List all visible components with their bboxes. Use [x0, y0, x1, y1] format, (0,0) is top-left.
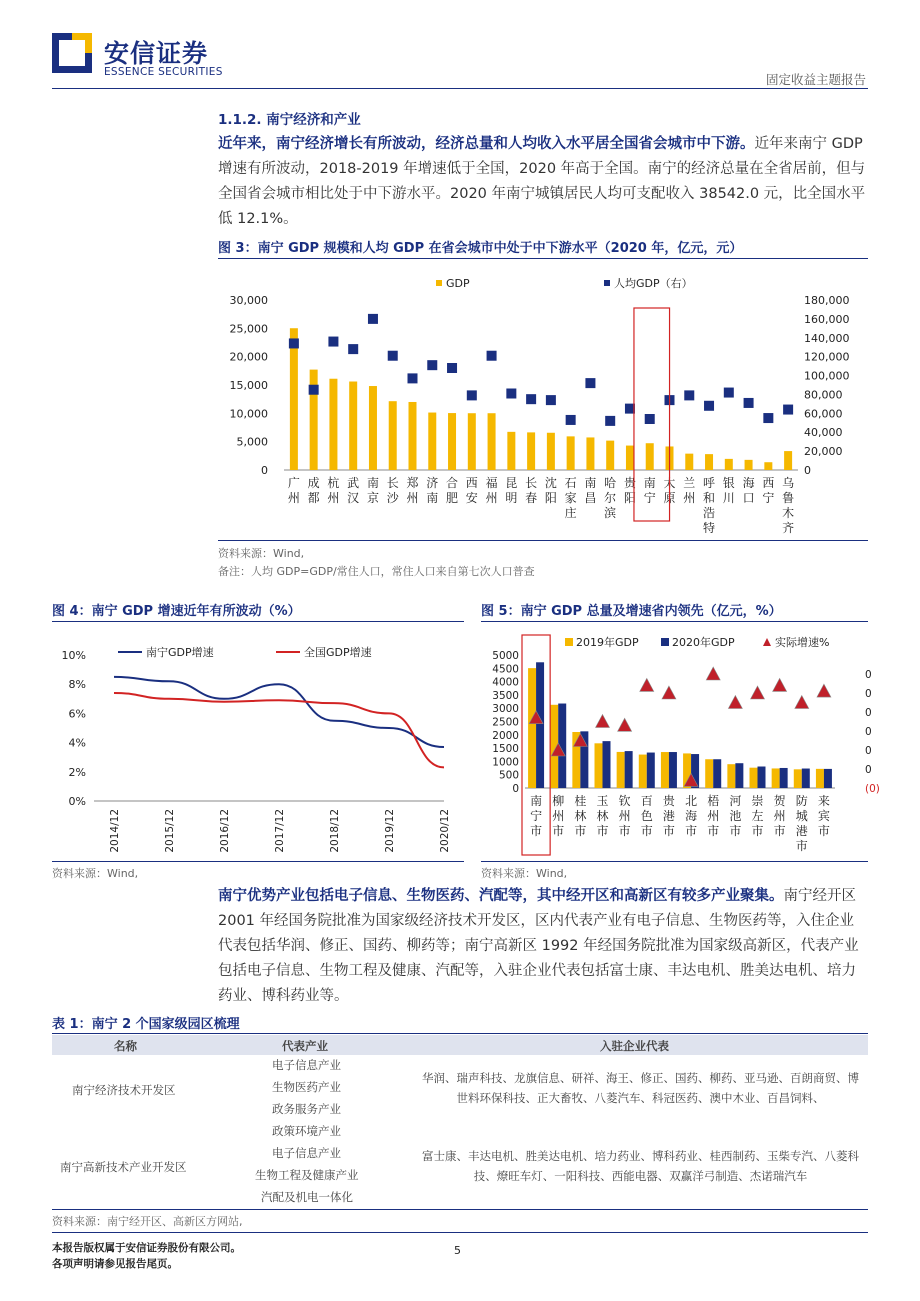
y-tick-left: 5,000 — [236, 435, 268, 449]
table-row-industry: 电子信息产业 — [272, 1058, 341, 1072]
point-percap — [605, 416, 615, 426]
table1-header-companies: 入驻企业代表 — [600, 1039, 669, 1053]
x-tick-label: 桂 — [574, 794, 587, 808]
x-tick-label: 州 — [683, 491, 696, 505]
y-tick: 4% — [68, 736, 86, 750]
table1-header-industry: 代表产业 — [282, 1039, 328, 1053]
x-tick-label: 武 — [347, 476, 360, 490]
y-tick: 10% — [61, 649, 86, 662]
footer-disclaimer: 各项声明请参见报告尾页。 — [52, 1258, 178, 1270]
bar-2020 — [758, 767, 766, 788]
bar-2019 — [639, 755, 647, 788]
point-percap — [645, 414, 655, 424]
table-row-companies: 富士康、丰达电机、胜美达电机、培力药业、博科药业、桂西制药、玉柴专汽、八菱科技、燎旺车灯、一阳科技、西能电器、双赢洋弓制造、杰诺瑞汽车 — [422, 1149, 859, 1183]
x-tick-label: 南 — [643, 476, 656, 490]
legend-growth-marker — [763, 638, 771, 646]
x-tick-label: 庄 — [564, 506, 577, 520]
x-tick-label: 市 — [552, 824, 565, 838]
x-tick-label: 哈 — [604, 476, 617, 490]
bar-2019 — [794, 769, 802, 788]
x-tick-label: 成 — [307, 476, 320, 490]
x-tick-label: 宁 — [530, 809, 543, 823]
y-tick-left: 2000 — [492, 729, 519, 742]
fig4-source: 资料来源：Wind, — [52, 867, 139, 880]
x-tick-label: 钦 — [618, 794, 631, 808]
x-tick-label: 呼 — [703, 476, 716, 490]
y-tick-left: 30,000 — [229, 294, 268, 307]
table-row-industry: 汽配及机电一体化 — [261, 1190, 353, 1204]
x-tick-label: 贵 — [623, 476, 636, 490]
x-tick-label: 防 — [795, 794, 808, 808]
point-percap — [388, 351, 398, 361]
x-tick-label: 柳 — [552, 794, 565, 808]
x-tick-label: 市 — [640, 824, 653, 838]
y-tick-right: 160,000 — [804, 312, 850, 326]
brand-name-cn: 安信证券 — [104, 39, 209, 68]
x-tick-label: 阳 — [544, 491, 557, 505]
bar-gdp — [646, 443, 654, 470]
y-tick: 8% — [68, 678, 86, 692]
bar-2020 — [647, 753, 655, 788]
point-percap — [684, 390, 694, 400]
point-percap — [408, 373, 418, 383]
bar-2019 — [772, 768, 780, 788]
x-tick-label: 州 — [327, 491, 340, 505]
bar-gdp — [290, 328, 298, 470]
y-tick-right: 0 — [865, 764, 872, 776]
fig5-top-rule — [481, 621, 868, 622]
y-tick-right: 0 — [865, 688, 872, 700]
x-tick-label: 鲁 — [782, 491, 795, 505]
table-row-industry: 生物工程及健康产业 — [255, 1168, 359, 1182]
bar-gdp — [369, 386, 377, 470]
x-tick-label: 齐 — [782, 521, 795, 535]
fig3-top-rule — [218, 258, 868, 259]
bar-gdp — [547, 433, 555, 470]
x-tick-label: 京 — [366, 491, 379, 505]
y-tick: 0% — [68, 795, 86, 808]
y-tick-left: 3500 — [492, 689, 519, 702]
point-percap — [763, 413, 773, 423]
bar-2020 — [536, 662, 544, 788]
x-tick-label: 太 — [663, 476, 676, 490]
table1-header-name: 名称 — [114, 1039, 137, 1053]
y-tick-left: 5000 — [492, 650, 519, 662]
bar-gdp — [725, 459, 733, 470]
y-tick-right: 140,000 — [804, 331, 850, 345]
x-tick-label: 西 — [465, 476, 478, 490]
x-tick-label: 州 — [287, 491, 300, 505]
legend-nanning-label: 南宁GDP增速 — [146, 646, 214, 659]
legend-2019-label: 2019年GDP — [576, 636, 639, 649]
report-type: 固定收益主题报告 — [765, 72, 866, 87]
x-tick-label: 市 — [751, 824, 764, 838]
x-tick-label: 口 — [742, 491, 755, 505]
x-tick-label: 银 — [722, 476, 735, 490]
x-tick-label: 宾 — [817, 809, 830, 823]
y-tick-right: 180,000 — [804, 294, 850, 307]
bar-gdp — [586, 437, 594, 470]
x-tick-label: 海 — [685, 809, 698, 823]
fig3-chart — [218, 262, 868, 537]
x-tick-label: 浩 — [703, 506, 716, 520]
bar-2019 — [661, 752, 669, 788]
x-tick-label: 州 — [552, 809, 565, 823]
x-tick-label: 市 — [817, 824, 830, 838]
bar-2020 — [735, 763, 743, 788]
y-tick-right: 0 — [804, 464, 811, 477]
point-percap — [447, 363, 457, 373]
x-tick-label: 乌 — [782, 476, 795, 490]
x-tick-label: 昌 — [584, 491, 597, 505]
bar-gdp — [507, 432, 515, 470]
bar-gdp — [428, 413, 436, 470]
legend-2020-swatch — [661, 638, 669, 646]
x-tick-label: 州 — [406, 491, 419, 505]
table-row-industry: 政务服务产业 — [272, 1102, 341, 1116]
bar-gdp — [310, 370, 318, 470]
y-tick-right: 20,000 — [804, 445, 843, 459]
bar-gdp — [349, 382, 357, 470]
y-tick-left: 1000 — [492, 756, 519, 769]
legend-gdp-label: GDP — [446, 277, 470, 290]
x-tick-label: 川 — [722, 491, 735, 505]
bar-gdp — [705, 454, 713, 470]
bar-2019 — [617, 752, 625, 788]
table-row-name: 南宁高新技术产业开发区 — [60, 1160, 187, 1174]
bar-gdp — [409, 402, 417, 470]
table-row-industry: 政策环境产业 — [272, 1124, 341, 1138]
y-tick-left: 500 — [498, 769, 519, 782]
x-tick-label: 郑 — [406, 476, 419, 490]
bar-gdp — [626, 446, 634, 470]
bar-gdp — [468, 413, 476, 470]
y-tick: 2% — [68, 765, 86, 779]
x-tick-label: 沈 — [544, 476, 557, 490]
y-tick-right: 0 — [865, 745, 872, 757]
fig4-title: 图 4：南宁 GDP 增速近年有所波动（%） — [52, 604, 301, 619]
intro-bold: 近年来，南宁经济增长有所波动，经济总量和人均收入水平居全国省会城市中下游。 — [218, 136, 755, 152]
x-tick-label: 市 — [596, 824, 609, 838]
point-percap — [585, 378, 595, 388]
fig4-top-rule — [52, 621, 464, 622]
y-tick-left: 10,000 — [229, 407, 268, 421]
legend-national-label: 全国GDP增速 — [304, 646, 372, 659]
x-tick-label: 西 — [762, 476, 775, 490]
bar-gdp — [764, 462, 772, 470]
x-tick-label: 安 — [465, 491, 478, 505]
x-tick-label: 港 — [795, 824, 808, 838]
bar-2020 — [625, 751, 633, 788]
x-tick-label: 市 — [773, 824, 786, 838]
point-percap — [566, 415, 576, 425]
x-tick-label: 南 — [530, 794, 543, 808]
x-tick-label: 原 — [663, 491, 676, 505]
x-tick-label: 市 — [530, 824, 543, 838]
bar-gdp — [606, 441, 614, 470]
x-tick-label: 明 — [505, 491, 518, 505]
y-tick-left: 2500 — [492, 716, 519, 729]
x-tick-label: 都 — [307, 491, 320, 505]
x-tick-label: 州 — [485, 491, 498, 505]
table1-bottom-rule — [52, 1209, 868, 1210]
y-tick-right: 0 — [865, 707, 872, 719]
fig4-bottom-rule — [52, 861, 464, 862]
x-tick-label: 贺 — [773, 794, 786, 808]
intro-text: 近年来南宁 GDP 增速有所波动，2018-2019 年增速低于全国，2020 年高于全国。南宁的经济总量在全省居前，但与全国省会城市相比处于中下游水平。2020 年南宁城镇居民人均可支配收入 38542.0 元，比全国水平低 12.1%。 — [218, 136, 866, 227]
y-tick-right: 100,000 — [804, 369, 850, 383]
fig4-chart — [52, 625, 464, 860]
y-tick-left: 4500 — [492, 663, 519, 676]
legend-growth-label: 实际增速% — [775, 636, 830, 649]
legend-gdp-swatch — [436, 280, 442, 286]
point-percap — [309, 385, 319, 395]
x-tick-label: 城 — [795, 809, 808, 823]
x-tick-label: 崇 — [751, 794, 764, 808]
x-tick-label: 济 — [426, 476, 439, 490]
x-tick-label: 南 — [584, 476, 597, 490]
x-tick-label: 肥 — [446, 491, 459, 505]
point-percap — [783, 405, 793, 415]
y-tick-left: 20,000 — [229, 350, 268, 364]
marker-growth — [795, 696, 809, 709]
bar-2020 — [824, 769, 832, 788]
table-row-industry: 电子信息产业 — [272, 1146, 341, 1160]
x-tick-label: 汉 — [347, 491, 360, 505]
x-tick-label: 市 — [618, 824, 631, 838]
x-tick-label: 市 — [707, 824, 720, 838]
legend-percap-label: 人均GDP（右） — [614, 277, 693, 290]
industry-bold: 南宁优势产业包括电子信息、生物医药、汽配等，其中经开区和高新区有较多产业聚集。 — [218, 888, 784, 904]
x-tick-label: 市 — [685, 824, 698, 838]
x-tick-label: 市 — [795, 839, 808, 853]
x-tick-label: 玉 — [596, 794, 609, 808]
table1-title: 表 1：南宁 2 个国家级园区梳理 — [52, 1017, 240, 1032]
x-tick-label: 色 — [640, 809, 653, 823]
x-tick-label: 春 — [525, 491, 538, 505]
bar-gdp — [488, 413, 496, 470]
x-tick-label: 石 — [564, 476, 577, 490]
x-tick-label: 长 — [525, 476, 538, 490]
x-tick-label: 合 — [446, 476, 459, 490]
point-percap — [348, 344, 358, 354]
bar-gdp — [567, 436, 575, 470]
bar-2020 — [713, 759, 721, 788]
y-tick-left: 0 — [512, 783, 519, 795]
x-tick-label: 兰 — [683, 476, 696, 490]
industry-text: 南宁经开区 2001 年经国务院批准为国家级经济技术开发区，区内代表产业有电子信息、生物医药等，入住企业代表包括华润、修正、国药、柳药等；南宁高新区 1992 年经国务院批准为国家级高新区，代表产业包括电子信息、生物工程及健康、汽配等，入驻企业代表包括富士康、丰达电机、胜美达电机、培力药业、博科药业等。 — [218, 888, 859, 1004]
point-percap — [467, 390, 477, 400]
x-tick-label: 家 — [564, 491, 577, 505]
marker-growth — [773, 678, 787, 691]
legend-2020-label: 2020年GDP — [672, 636, 735, 649]
x-tick-label: 2020/12 — [439, 809, 451, 853]
x-tick-label: 市 — [574, 824, 587, 838]
x-tick-label: 贵 — [662, 794, 675, 808]
point-percap — [724, 388, 734, 398]
page-number: 5 — [454, 1244, 461, 1257]
x-tick-label: 南 — [366, 476, 379, 490]
point-percap — [526, 394, 536, 404]
x-tick-label: 港 — [662, 809, 675, 823]
table1-top-rule — [52, 1033, 868, 1034]
footer-divider — [52, 1232, 868, 1233]
fig5-source: 资料来源：Wind, — [481, 867, 568, 880]
x-tick-label: 沙 — [386, 491, 399, 505]
bar-gdp — [389, 401, 397, 470]
x-tick-label: 宁 — [762, 491, 775, 505]
point-percap — [744, 398, 754, 408]
x-tick-label: 2015/12 — [164, 809, 176, 853]
x-tick-label: 2019/12 — [384, 809, 396, 853]
x-tick-label: 长 — [386, 476, 399, 490]
x-tick-label: 百 — [640, 794, 653, 808]
y-tick-left: 25,000 — [229, 322, 268, 336]
point-percap — [427, 360, 437, 370]
x-tick-label: 林 — [574, 809, 587, 823]
y-tick-right: 0 — [865, 669, 872, 681]
y-tick-right: 80,000 — [804, 388, 843, 402]
legend-2019-swatch — [565, 638, 573, 646]
x-tick-label: 州 — [707, 809, 720, 823]
x-tick-label: 杭 — [327, 476, 340, 490]
marker-growth — [662, 686, 676, 699]
bar-2019 — [528, 668, 536, 788]
x-tick-label: 海 — [742, 476, 755, 490]
table-row-name: 南宁经济技术开发区 — [72, 1083, 176, 1097]
x-tick-label: 市 — [662, 824, 675, 838]
bar-2019 — [727, 764, 735, 788]
x-tick-label: 州 — [618, 809, 631, 823]
point-percap — [487, 351, 497, 361]
bar-gdp — [527, 432, 535, 470]
y-tick-right: 0 — [865, 726, 872, 738]
series-line-nanning — [114, 677, 444, 747]
x-tick-label: 来 — [817, 794, 830, 808]
bar-gdp — [685, 454, 693, 470]
fig3-note: 备注：人均 GDP=GDP/常住人口，常住人口来自第七次人口普查 — [218, 565, 535, 578]
fig3-title: 图 3：南宁 GDP 规模和人均 GDP 在省会城市中处于中下游水平（2020 年，亿元，元） — [218, 241, 743, 256]
fig5-title: 图 5：南宁 GDP 总量及增速省内领先（亿元，%） — [481, 604, 782, 619]
x-tick-label: 池 — [729, 809, 742, 823]
table1-header-row — [52, 1035, 868, 1055]
point-percap — [328, 337, 338, 347]
x-tick-label: 北 — [685, 794, 698, 808]
y-tick: 6% — [68, 707, 86, 721]
fig3-bottom-rule — [218, 540, 868, 541]
bar-2019 — [705, 759, 713, 788]
bar-2020 — [780, 768, 788, 788]
y-tick-left: 1500 — [492, 743, 519, 756]
x-tick-label: 南 — [426, 491, 439, 505]
marker-growth — [618, 718, 632, 731]
marker-growth — [751, 686, 765, 699]
x-tick-label: 市 — [729, 824, 742, 838]
bar-2020 — [603, 741, 611, 788]
x-tick-label: 州 — [773, 809, 786, 823]
header-divider — [52, 88, 868, 89]
x-tick-label: 2016/12 — [219, 809, 231, 853]
company-logo — [52, 33, 92, 73]
fig5-chart — [481, 625, 880, 860]
y-tick-right: 120,000 — [804, 350, 850, 364]
marker-growth — [706, 667, 720, 680]
x-tick-label: 木 — [782, 506, 795, 520]
x-tick-label: 和 — [703, 491, 716, 505]
x-tick-label: 2014/12 — [109, 809, 121, 853]
series-line-national — [114, 693, 444, 767]
bar-gdp — [448, 413, 456, 470]
brand-name-en: ESSENCE SECURITIES — [104, 66, 223, 78]
x-tick-label: 林 — [596, 809, 609, 823]
y-tick-left: 15,000 — [229, 379, 268, 392]
x-tick-label: 广 — [287, 476, 300, 490]
y-tick-left: 3000 — [492, 703, 519, 716]
marker-growth — [817, 684, 831, 697]
legend-percap-swatch — [604, 280, 610, 286]
marker-growth — [640, 678, 654, 691]
point-percap — [289, 338, 299, 348]
x-tick-label: 阳 — [623, 491, 636, 505]
footer-copyright: 本报告版权属于安信证券股份有限公司。 — [52, 1242, 241, 1254]
bar-gdp — [784, 451, 792, 470]
x-tick-label: 滨 — [604, 506, 617, 520]
industry-paragraph — [218, 884, 868, 1009]
x-tick-label: 2017/12 — [274, 809, 286, 853]
bar-gdp — [329, 379, 337, 470]
marker-growth — [728, 696, 742, 709]
fig5-bottom-rule — [481, 861, 868, 862]
table-row-companies: 华润、瑞声科技、龙旗信息、研祥、海王、修正、国药、柳药、亚马逊、百朗商贸、博世料环保科技、正大畜牧、八菱汽车、科冠医药、澳中木业、百昌饲料、 — [422, 1071, 859, 1105]
y-tick-right: 60,000 — [804, 407, 843, 421]
section-title: 1.1.2. 南宁经济和产业 — [218, 112, 361, 128]
x-tick-label: 宁 — [643, 491, 656, 505]
x-tick-label: 特 — [703, 521, 716, 535]
bar-2020 — [802, 769, 810, 788]
point-percap — [368, 314, 378, 324]
intro-paragraph — [218, 132, 868, 232]
y-tick-right: 40,000 — [804, 426, 843, 440]
y-tick-right: (0) — [865, 783, 880, 795]
point-percap — [546, 395, 556, 405]
x-tick-label: 昆 — [505, 476, 518, 490]
x-tick-label: 河 — [729, 794, 742, 808]
bar-2019 — [816, 769, 824, 788]
x-tick-label: 福 — [485, 476, 498, 490]
point-percap — [506, 389, 516, 399]
bar-gdp — [745, 460, 753, 470]
bar-2019 — [750, 768, 758, 788]
x-tick-label: 2018/12 — [329, 809, 341, 853]
table1-source: 资料来源：南宁经开区、高新区方网站, — [52, 1215, 243, 1228]
fig3-source: 资料来源：Wind, — [218, 547, 305, 560]
table-row-industry: 生物医药产业 — [272, 1080, 341, 1094]
x-tick-label: 梧 — [707, 794, 720, 808]
point-percap — [704, 401, 714, 411]
bar-2020 — [669, 752, 677, 788]
y-tick-left: 0 — [261, 464, 268, 477]
marker-growth — [596, 715, 610, 728]
bar-2019 — [595, 743, 603, 788]
y-tick-left: 4000 — [492, 676, 519, 689]
x-tick-label: 尔 — [604, 491, 617, 505]
x-tick-label: 左 — [751, 809, 764, 823]
